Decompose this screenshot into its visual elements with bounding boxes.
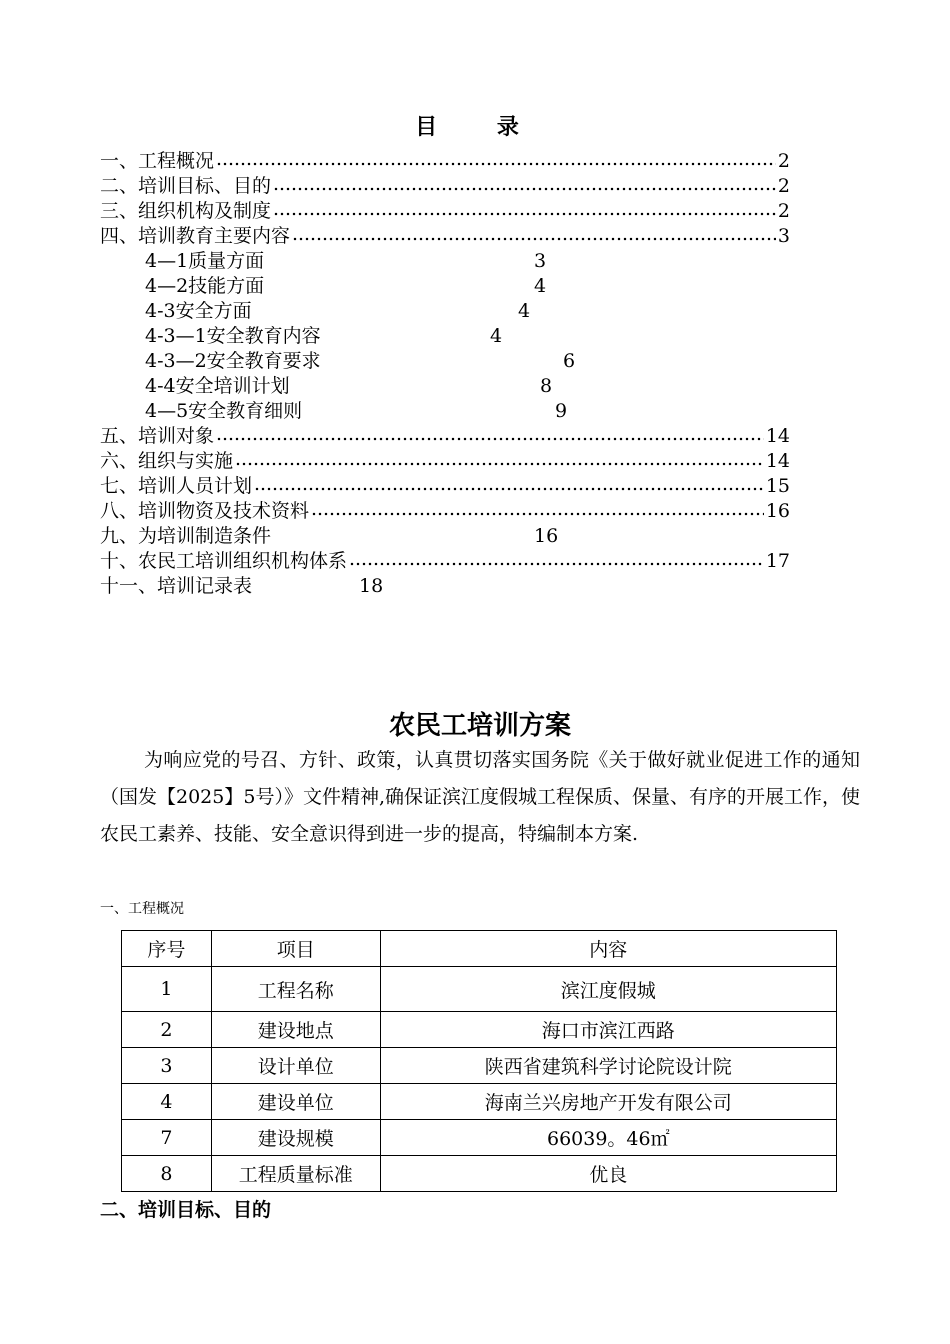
toc-leader-dots [311, 503, 764, 517]
toc-entry-page: 8 [540, 375, 553, 397]
toc-entry[interactable] [100, 174, 790, 198]
toc-entry-page: 17 [765, 550, 790, 572]
table-cell: 4 [122, 1084, 212, 1120]
table-cell: 8 [122, 1156, 212, 1192]
table-cell: 海口市滨江西路 [380, 1012, 836, 1048]
toc-entry-label: 4—2技能方面 [145, 275, 265, 297]
table-cell: 陕西省建筑科学讨论院设计院 [380, 1048, 836, 1084]
toc-entry-page: 3 [777, 225, 790, 247]
table-cell: 工程质量标准 [211, 1156, 380, 1192]
section-heading: 二、培训目标、目的 [100, 1199, 272, 1221]
toc-entry[interactable] [100, 149, 790, 173]
toc-entry-page: 15 [765, 475, 790, 497]
toc-leader-dots [254, 478, 764, 492]
table-row [122, 1156, 837, 1192]
table-cell: 建设地点 [211, 1012, 380, 1048]
toc-entry-page: 14 [765, 450, 790, 472]
toc-subentry[interactable] [145, 399, 835, 423]
toc-entry-label: 4-4安全培训计划 [145, 375, 290, 397]
toc-entry[interactable] [100, 449, 790, 473]
toc-entry-label: 九、为培训制造条件 [100, 525, 272, 547]
toc-entry[interactable] [100, 524, 790, 548]
toc-entry-label: 4—5安全教育细则 [145, 400, 303, 422]
toc-entry-page: 18 [359, 575, 384, 597]
toc-entry-page: 4 [534, 275, 547, 297]
toc-entry-label: 八、培训物资及技术资料 [100, 500, 310, 522]
toc-subentry[interactable] [145, 374, 835, 398]
table-cell: 建设单位 [211, 1084, 380, 1120]
table-row [122, 1048, 837, 1084]
toc-entry-page: 14 [765, 425, 790, 447]
toc-leader-dots [216, 153, 776, 167]
project-info-table [121, 930, 837, 1192]
toc-entry-label: 4-3安全方面 [145, 300, 252, 322]
table-cell: 7 [122, 1120, 212, 1156]
table-cell: 工程名称 [211, 967, 380, 1012]
document-title: 农民工培训方案 [388, 711, 571, 741]
toc-subentry[interactable] [145, 274, 835, 298]
toc-subentry[interactable] [145, 349, 835, 373]
table-cell: 设计单位 [211, 1048, 380, 1084]
toc-leader-dots [216, 428, 764, 442]
toc-entry-label: 六、组织与实施 [100, 450, 234, 472]
toc-entry-label: 十、农民工培训组织机构体系 [100, 550, 348, 572]
toc-entry[interactable] [100, 499, 790, 523]
toc-title: 目 录 [415, 114, 545, 140]
table-cell: 滨江度假城 [380, 967, 836, 1012]
toc-leader-dots [273, 203, 776, 217]
toc-entry-label: 一、工程概况 [100, 150, 215, 172]
toc-entry-page: 9 [555, 400, 568, 422]
table-cell: 建设规模 [211, 1120, 380, 1156]
toc-entry-page: 2 [777, 175, 790, 197]
table-row [122, 967, 837, 1012]
toc-leader-dots [292, 228, 776, 242]
toc-leader-dots [273, 178, 776, 192]
table-cell: 2 [122, 1012, 212, 1048]
toc-leader-dots [349, 553, 764, 567]
toc-entry-page: 3 [534, 250, 547, 272]
toc-entry-label: 五、培训对象 [100, 425, 215, 447]
table-header: 序号 [122, 931, 212, 967]
toc-entry-page: 16 [534, 525, 559, 547]
toc-entry-label: 4-3—1安全教育内容 [145, 325, 321, 347]
intro-paragraph: 为响应党的号召、方针、政策，认真贯切落实国务院《关于做好就业促进工作的通知（国发【2025】5号）》文件精神,确保证滨江度假城工程保质、保量、有序的开展工作，使农民工素养、技能、安全意识得到进一步的提高，特编制本方案. [100, 749, 860, 845]
table-row [122, 1084, 837, 1120]
table-row [122, 1012, 837, 1048]
toc-subentry[interactable] [145, 249, 835, 273]
toc-entry-page: 2 [777, 150, 790, 172]
toc-entry[interactable] [100, 424, 790, 448]
table-row [122, 1120, 837, 1156]
table-cell: 海南兰兴房地产开发有限公司 [380, 1084, 836, 1120]
toc-entry-label: 三、组织机构及制度 [100, 200, 272, 222]
toc-entry[interactable] [100, 574, 790, 598]
table-cell: 66039。46㎡ [380, 1120, 836, 1156]
toc-entry-page: 4 [490, 325, 503, 347]
toc-entry[interactable] [100, 224, 790, 248]
toc-entry[interactable] [100, 474, 790, 498]
toc-entry-label: 七、培训人员计划 [100, 475, 253, 497]
toc-leader-dots [235, 453, 764, 467]
toc-entry[interactable] [100, 199, 790, 223]
section-heading: 一、工程概况 [100, 901, 184, 917]
toc-entry-label: 十一、培训记录表 [100, 575, 253, 597]
toc-entry[interactable] [100, 549, 790, 573]
toc-subentry[interactable] [145, 324, 835, 348]
toc-entry-label: 4—1质量方面 [145, 250, 265, 272]
toc-entry-page: 2 [777, 200, 790, 222]
table-cell: 1 [122, 967, 212, 1012]
toc-subentry[interactable] [145, 299, 835, 323]
toc-entry-label: 4-3—2安全教育要求 [145, 350, 321, 372]
toc-entry-label: 四、培训教育主要内容 [100, 225, 291, 247]
toc-entry-page: 16 [765, 500, 790, 522]
toc-entry-page: 4 [518, 300, 531, 322]
table-header: 项目 [211, 931, 380, 967]
table-cell: 3 [122, 1048, 212, 1084]
table-header-row [122, 931, 837, 967]
table-header: 内容 [380, 931, 836, 967]
toc-entry-page: 6 [563, 350, 576, 372]
table-cell: 优良 [380, 1156, 836, 1192]
toc-entry-label: 二、培训目标、目的 [100, 175, 272, 197]
